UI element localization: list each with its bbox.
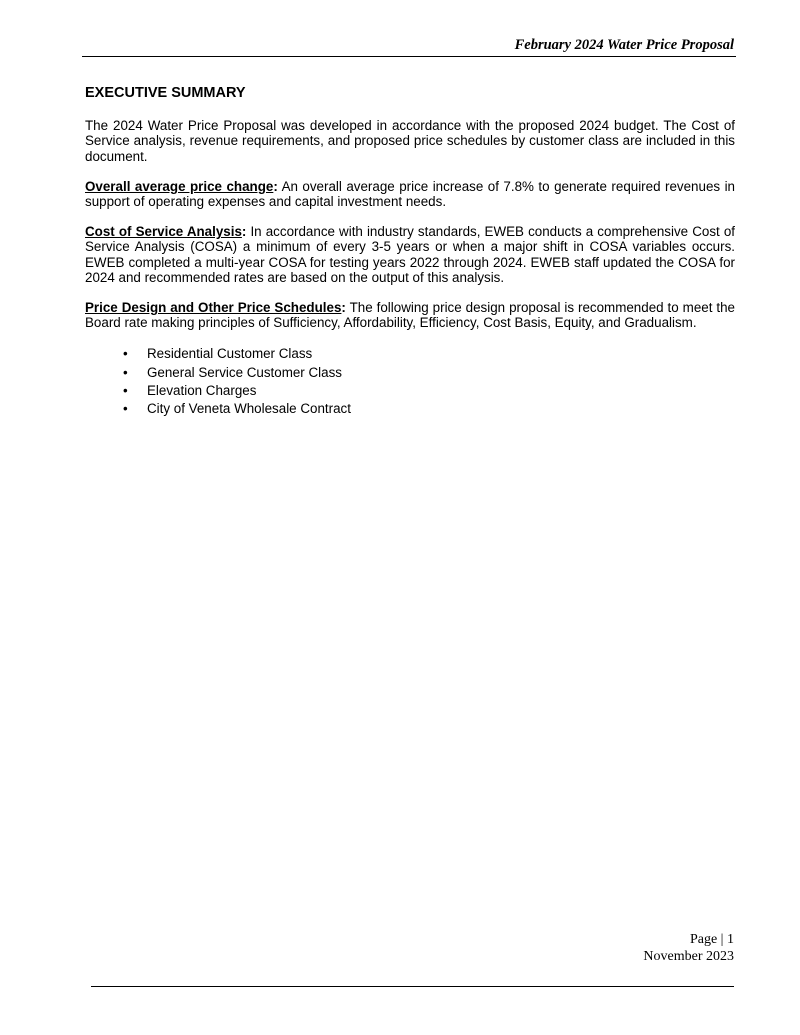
bullet-icon: • bbox=[123, 346, 128, 362]
list-item: • General Service Customer Class bbox=[123, 364, 342, 380]
price-schedule-list bbox=[85, 346, 735, 416]
bullet-icon: • bbox=[123, 364, 128, 380]
bullet-icon: • bbox=[123, 401, 128, 417]
paragraph-lead: Overall average price change bbox=[85, 178, 274, 194]
section-heading: EXECUTIVE SUMMARY bbox=[85, 85, 246, 101]
paragraph-price-design: Price Design and Other Price Schedules: The following price design proposal is recommended to meet the Board rate making principles of Sufficiency, Affordability, Efficiency, Cost Basis, Equity, and Gradualism. bbox=[85, 300, 735, 331]
page-footer bbox=[643, 931, 734, 965]
list-item: • Elevation Charges bbox=[123, 382, 257, 398]
paragraph-price-change: Overall average price change: An overall average price increase of 7.8% to generate required revenues in support of operating expenses and capital investment needs. bbox=[85, 178, 735, 210]
paragraph-text: An overall average price increase of 7.8% to generate required revenues in support of operating expenses and capital investment needs. bbox=[85, 178, 735, 210]
document-body bbox=[85, 86, 735, 419]
paragraph-cosa: Cost of Service Analysis: In accordance with industry standards, EWEB conducts a comprehensive Cost of Service Analysis (COSA) a minimum of every 3-5 years or when a major shift in COSA variables occurs. EWEB completed a multi-year COSA for testing years 2022 through 2024. EWEB staff updated the COSA for 2024 and recommended rates are based on the output of this analysis. bbox=[85, 224, 735, 285]
paragraph-lead: Price Design and Other Price Schedules bbox=[85, 300, 342, 316]
paragraph-lead: Cost of Service Analysis bbox=[85, 224, 242, 240]
page-header bbox=[82, 36, 736, 57]
header-title: February 2024 Water Price Proposal bbox=[514, 37, 734, 53]
paragraph-text: The following price design proposal is recommended to meet the Board rate making principles of Sufficiency, Affordability, Efficiency, Cost Basis, Equity, and Gradualism. bbox=[85, 300, 735, 331]
list-item: • City of Veneta Wholesale Contract bbox=[123, 401, 351, 417]
paragraph-text: In accordance with industry standards, EWEB conducts a comprehensive Cost of Service Analysis (COSA) a minimum of every 3-5 years or when a major shift in COSA variables occurs. EWEB completed a multi-year COSA for testing years 2022 through 2024. EWEB staff updated the COSA for 2024 and recommended rates are based on the output of this analysis. bbox=[85, 224, 735, 285]
bullet-icon: • bbox=[123, 382, 128, 398]
footer-date: November 2023 bbox=[643, 949, 734, 964]
intro-paragraph: The 2024 Water Price Proposal was developed in accordance with the proposed 2024 budget. The Cost of Service analysis, revenue requirements, and proposed price schedules by customer class are included in this document. bbox=[85, 118, 735, 164]
footer-divider bbox=[91, 986, 734, 987]
page-number: Page | 1 bbox=[689, 932, 734, 947]
list-item: • Residential Customer Class bbox=[123, 346, 313, 362]
